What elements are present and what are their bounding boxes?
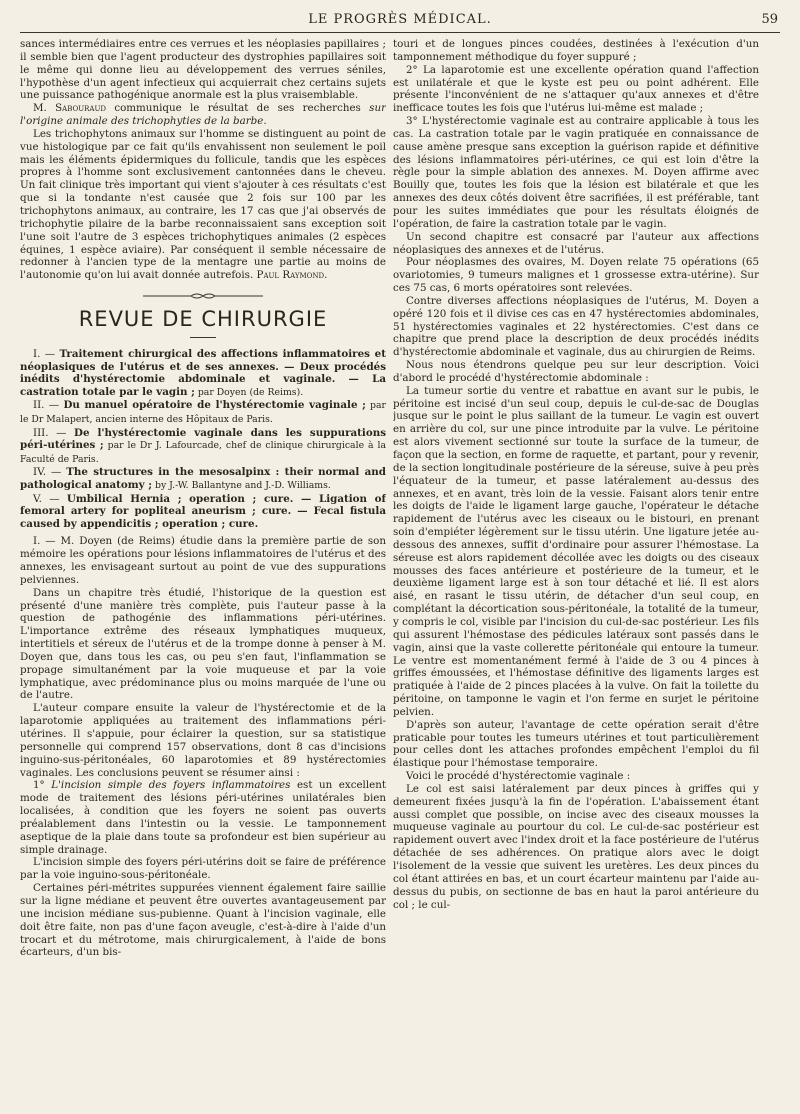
- left-column: [20, 38, 386, 1108]
- journal-title: LE PROGRÈS MÉDICAL.: [308, 12, 492, 27]
- paragraph: 3° L'hystérectomie vaginale est au contraire applicable à tous les cas. La castration totale par le vagin pratiquée en connaissance de cause amène presque sans exception la guérison rapide et définitive des lésions inflammatoires péri-utérines, ce qui est loin d'être la règle pour la simple ablation des annexes. M. Doyen affirme avec Bouilly que, toutes les fois que la lésion est bilatérale et que les annexes des deux côtés doivent être sacrifiées, il est préférable, tant pour les suites immédiates que pour les résultats éloignés de l'opération, de faire la castration totale par le vagin.: [393, 115, 759, 230]
- ornament-divider: [143, 292, 263, 300]
- paragraph: La tumeur sortie du ventre et rabattue en avant sur le pubis, le péritoine est incisé d'un seul coup, depuis le cul-de-sac de Douglas jusque sur le point le plus saillant de la tumeur. Le vagin est ouvert en arrière du col, sur une pince introduite par la vulve. Le péritoine est alors vivement sectionné sur toute la surface de la tumeur, de façon que la section, en forme de raquette, et partant, pour y revenir, de la section longitudinale postérieure de la séreuse, suive à peu près l'équateur de la tumeur, et passe latéralement au-dessus des annexes, et en avant, très loin de la vessie. Faisant alors tenir entre les doigts de l'aide le ligament large gauche, l'opérateur le détache rapidement de l'utérus avec les ciseaux ou le bistouri, en prenant soin d'empiéter légèrement sur le tissu utérin. Une ligature jetée au-dessous des annexes, suffit d'ordinaire pour assurer l'hémostase. La séreuse est alors rapidement décollée avec les doigts ou des ciseaux mousses des faces antérieure et postérieure de la tumeur, et le deuxième ligament large est à son tour détaché et lié. Il est alors aisé, en rasant le tissu utérin, de détacher d'un seul coup, en complétant la décortication sous-péritonéale, la totalité de la tumeur, y compris le col, visible par l'incision du cul-de-sac postérieur. Les fils qui assurent l'hémostase des pédicules latéraux sont passés dans le vagin, ainsi que la vaste collerette péritonéale qui entoure la tumeur. Le ventre est momentanément fermé à l'aide de 3 ou 4 pinces à griffes émoussées, et l'hémostase définitive des ligaments larges est pratiquée à l'aide de 2 pinces placées à la vulve. On fait la toilette du péritoine, on tamponne le vagin et l'on ferme en surjet le péritoine pelvien.: [393, 384, 759, 718]
- paragraph: Les trichophytons animaux sur l'homme se distinguent au point de vue histologique par ce fait qu'ils envahissent non seulement le poil mais les éléments épidermiques du follicule, tandis que les espèces propres à l'homme sont exclusivement cantonnées dans le cheveu. Un fait clinique très important qui vient s'ajouter à ces résultats c'est que si la tondante n'est causée que 2 fois sur 100 par les trichophytons animaux, au contraire, les 17 cas que j'ai observés de trichophytie pilaire de la barbe reconnaissaient sans exception soit l'une soit l'autre de 3 espèces trichophytiques animales (2 espèces équines, 1 espèce aviaire). Par conséquent il semble nécessaire de redonner à l'ancien type de la mentagre une partie au moins de l'autonomie qu'on lui avait donnée autrefois. Paul Raymond.: [20, 127, 386, 282]
- right-column: [393, 38, 759, 1108]
- article-entry: V. — Umbilical Hernia ; operation ; cure. — Ligation of femoral artery for popliteal aneurism ; cure. — Fecal fistula caused by appendicitis ; operation ; cure.: [20, 492, 386, 530]
- paragraph: Le col est saisi latéralement par deux pinces à griffes qui y demeurent fixées jusqu'à la fin de l'opération. L'abaissement étant aussi complet que possible, on incise avec des ciseaux mousses la muqueuse vaginale au pourtour du col. Le cul-de-sac postérieur est rapidement ouvert avec l'index droit et la face postérieure de l'utérus détachée de ses adhérences. On pratique alors avec le doigt l'isolement de la vessie que suivent les uretères. Les deux pinces du col étant attirées en bas, et un court écarteur maintenu par l'aide au-dessus du pubis, on sectionne de bas en haut la paroi antérieure du col ; le cul-: [393, 782, 759, 911]
- article-list: [20, 348, 386, 531]
- author-name: M. Sabouraud: [33, 102, 106, 115]
- paragraph: Pour néoplasmes des ovaires, M. Doyen relate 75 opérations (65 ovariotomies, 9 tumeurs malignes et 1 grossesse extra-utérine). Sur ces 75 cas, 6 morts opératoires sont relevées.: [393, 256, 759, 295]
- page-number: 59: [761, 12, 778, 27]
- paragraph: D'après son auteur, l'avantage de cette opération serait d'être praticable pour toutes les tumeurs utérines et tout particulièrement pour celles dont les attaches profondes empêchent l'emploi du fil élastique pour l'hémostase temporaire.: [393, 718, 759, 770]
- paragraph: I. — M. Doyen (de Reims) étudie dans la première partie de son mémoire les opérations pour lésions inflammatoires de l'utérus et des annexes, les envisageant surtout au point de vue des suppurations pelviennes.: [20, 535, 386, 586]
- paragraph: L'auteur compare ensuite la valeur de l'hystérectomie et de la laparotomie appliquées au traitement des inflammations péri-utérines. Il s'appuie, pour éclairer la question, sur sa statistique personnelle qui comprend 157 observations, dont 8 cas d'incisions inguino-sus-péritonéales, 60 laparotomies et 89 hystérectomies vaginales. Les conclusions peuvent se résumer ainsi :: [20, 702, 386, 779]
- paragraph: Nous nous étendrons quelque peu sur leur description. Voici d'abord le procédé d'hystérectomie abdominale :: [393, 359, 759, 384]
- research-title: sur l'origine animale des trichophyties de la barbe.: [20, 102, 386, 128]
- paragraph: Un second chapitre est consacré par l'auteur aux affections néoplasiques des annexes et de l'utérus.: [393, 230, 759, 256]
- article-entry: II. — Du manuel opératoire de l'hystérectomie vaginale ; par le Dr Malapert, ancien interne des Hôpitaux de Paris.: [20, 399, 386, 425]
- section-heading: REVUE DE CHIRURGIE: [78, 307, 328, 332]
- paragraph: 2° La laparotomie est une excellente opération quand l'affection est unilatérale et que le kyste est peu ou point adhérent. Elle présente l'inconvénient de ne s'attaquer qu'aux annexes et d'être inefficace toutes les fois que l'utérus lui-même est malade ;: [393, 63, 759, 115]
- heading-rule: [190, 337, 216, 338]
- signature: Paul Raymond.: [256, 269, 328, 282]
- paragraph: M. Sabouraud communique le résultat de ses recherches sur l'origine animale des trichophyties de la barbe.: [20, 102, 386, 128]
- article-entry: I. — Traitement chirurgical des affections inflammatoires et néoplasiques de l'utérus et de ses annexes. — Deux procédés inédits d'hystérectomie abdominale et vaginale. — La castration totale par le vagin ; par Doyen (de Reims).: [20, 348, 386, 398]
- paragraph: sances intermédiaires entre ces verrues et les néoplasies papillaires ; il semble bien que l'agent producteur des dystrophies papillaires soit le même qui donne lieu au développement des verrues séniles, l'hypothèse d'un agent infectieux qui acquierrait chez certains sujets une puissance pathogénique anormale est la plus vraisemblable.: [20, 38, 386, 102]
- paragraph: L'incision simple des foyers péri-utérins doit se faire de préférence par la voie inguino-sous-péritonéale.: [20, 856, 386, 882]
- running-header: [20, 10, 780, 33]
- paragraph: Certaines péri-métrites suppurées viennent également faire saillie sur la ligne médiane et peuvent être ouvertes avantageusement par une incision médiane sus-pubienne. Quant à l'incision vaginale, elle doit être faite, non pas d'une façon aveugle, c'est-à-dire à l'aide d'un trocart et du métrotome, mais chirurgicalement, à l'aide de bons écarteurs, d'un bis-: [20, 882, 386, 959]
- paragraph: touri et de longues pinces coudées, destinées à l'exécution d'un tamponnement méthodique du foyer suppuré ;: [393, 38, 759, 63]
- paragraph: Voici le procédé d'hystérectomie vaginale :: [406, 770, 631, 783]
- paragraph: 1° L'incision simple des foyers inflammatoires est un excellent mode de traitement des lésions péri-utérines unilatérales bien localisées, à condition que les foyers ne soient pas ouverts préalablement dans l'intestin ou la vessie. Le tamponnement aseptique de la plaie dans toute sa profondeur est bien supérieur au simple drainage.: [20, 779, 386, 856]
- article-entry: IV. — The structures in the mesosalpinx : their normal and pathological anatomy ; by J.-W. Ballantyne and J.-D. Williams.: [20, 466, 386, 491]
- paragraph: Dans un chapitre très étudié, l'historique de la question est présenté d'une manière très complète, puis l'auteur passe à la question de pathogénie des inflammations péri-utérines. L'importance extrême des réseaux lymphatiques muqueux, intertitiels et séreux de l'utérus et de la trompe donne à penser à M. Doyen que, dans tous les cas, ou peu s'en faut, l'inflammation se propage simultanément par la voie muqueuse et par la voie lymphatique, avec prédominance plus ou moins marquée de l'une ou de l'autre.: [20, 586, 386, 702]
- article-entry: III. — De l'hystérectomie vaginale dans les suppurations péri-utérines ; par le Dr J. Lafourcade, chef de clinique chirurgicale à la Faculté de Paris.: [20, 426, 386, 465]
- paragraph: Contre diverses affections néoplasiques de l'utérus, M. Doyen a opéré 120 fois et il divise ces cas en 47 hystérectomies abdominales, 51 hystérectomies vaginales et 22 hystérectomies. C'est dans ce chapitre que prend place la description de deux procédés inédits d'hystérectomie abdominale et vaginale, dus au chirurgien de Reims.: [393, 294, 759, 359]
